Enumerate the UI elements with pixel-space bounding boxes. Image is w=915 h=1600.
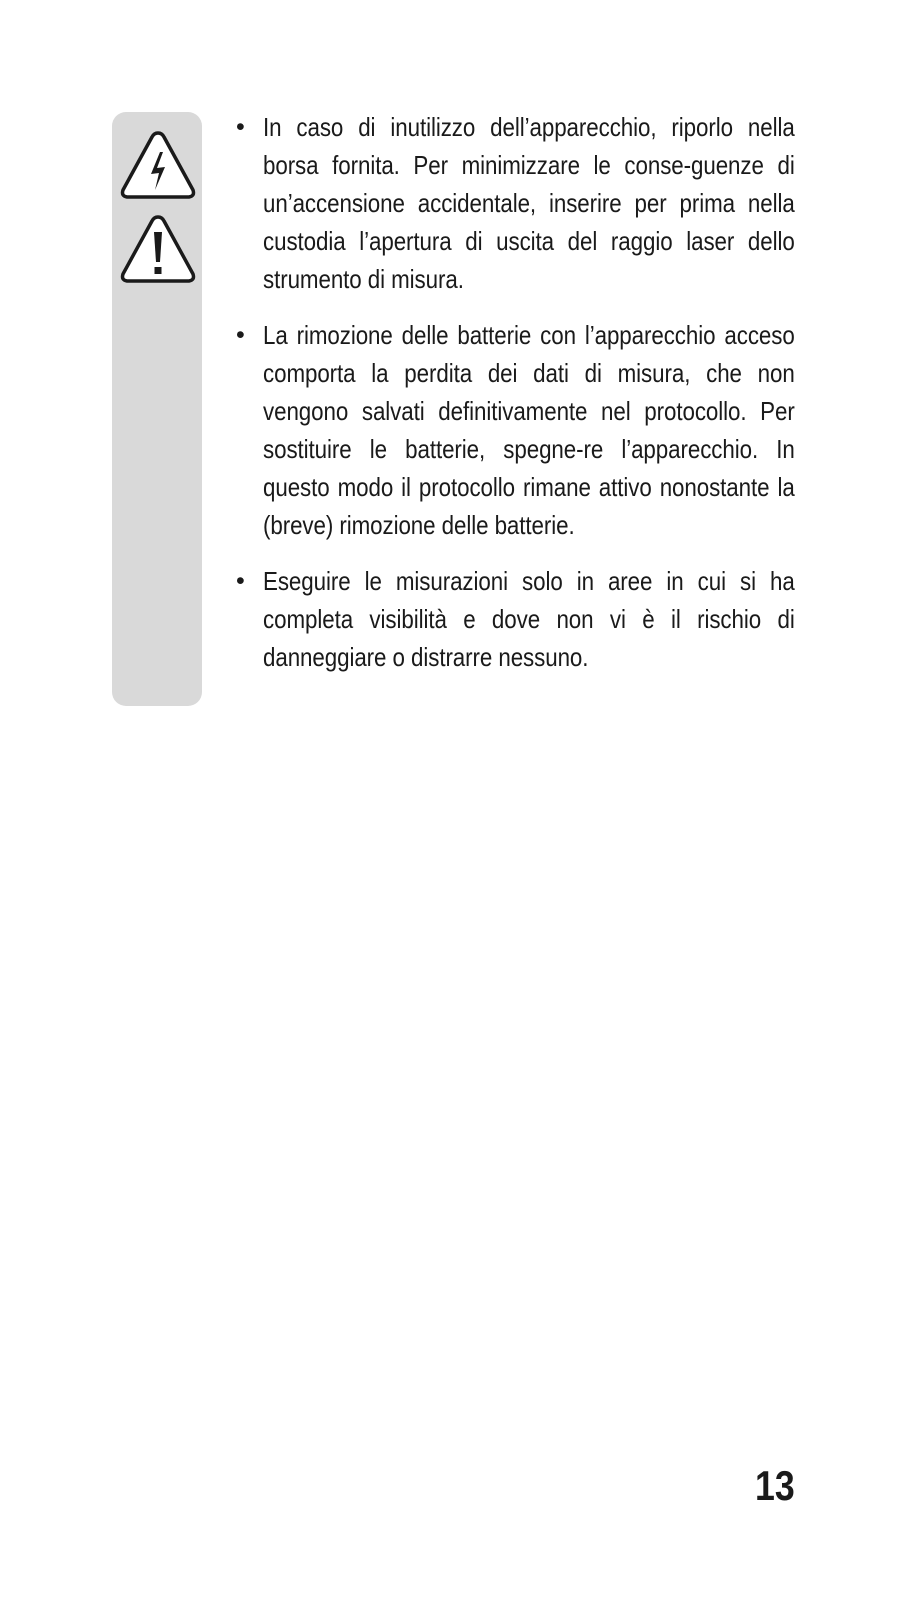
list-item [236, 562, 796, 676]
bullet-marker: • [236, 113, 245, 141]
bullet-text: La rimozione delle batterie con l’apparecchio acceso comporta la perdita dei dati di misura, che non vengono salvati definitivamente nel protocollo. Per sostituire le batterie, spegne-re l’apparecchio. In questo modo il protocollo rimane attivo nonostante la (breve) rimozione delle batterie. [263, 320, 795, 540]
page-number: 13 [755, 1462, 795, 1509]
bullet-text: In caso di inutilizzo dell’apparecchio, riporlo nella borsa fornita. Per minimizzare le conse-guenze di un’accensione accidentale, inserire per prima nella custodia l’apertura di uscita del raggio laser dello strumento di misura. [263, 112, 795, 294]
list-item [236, 316, 796, 544]
safety-instructions-list [236, 108, 796, 694]
bullet-marker: • [236, 321, 245, 349]
bullet-marker: • [236, 567, 245, 595]
list-item [236, 108, 796, 298]
caution-exclamation-icon [118, 212, 198, 286]
bullet-text: Eseguire le misurazioni solo in aree in cui si ha completa visibilità e dove non vi è il rischio di danneggiare o distrarre nessuno. [263, 566, 795, 672]
electric-hazard-icon [118, 128, 198, 202]
warning-sidebar [112, 112, 202, 706]
